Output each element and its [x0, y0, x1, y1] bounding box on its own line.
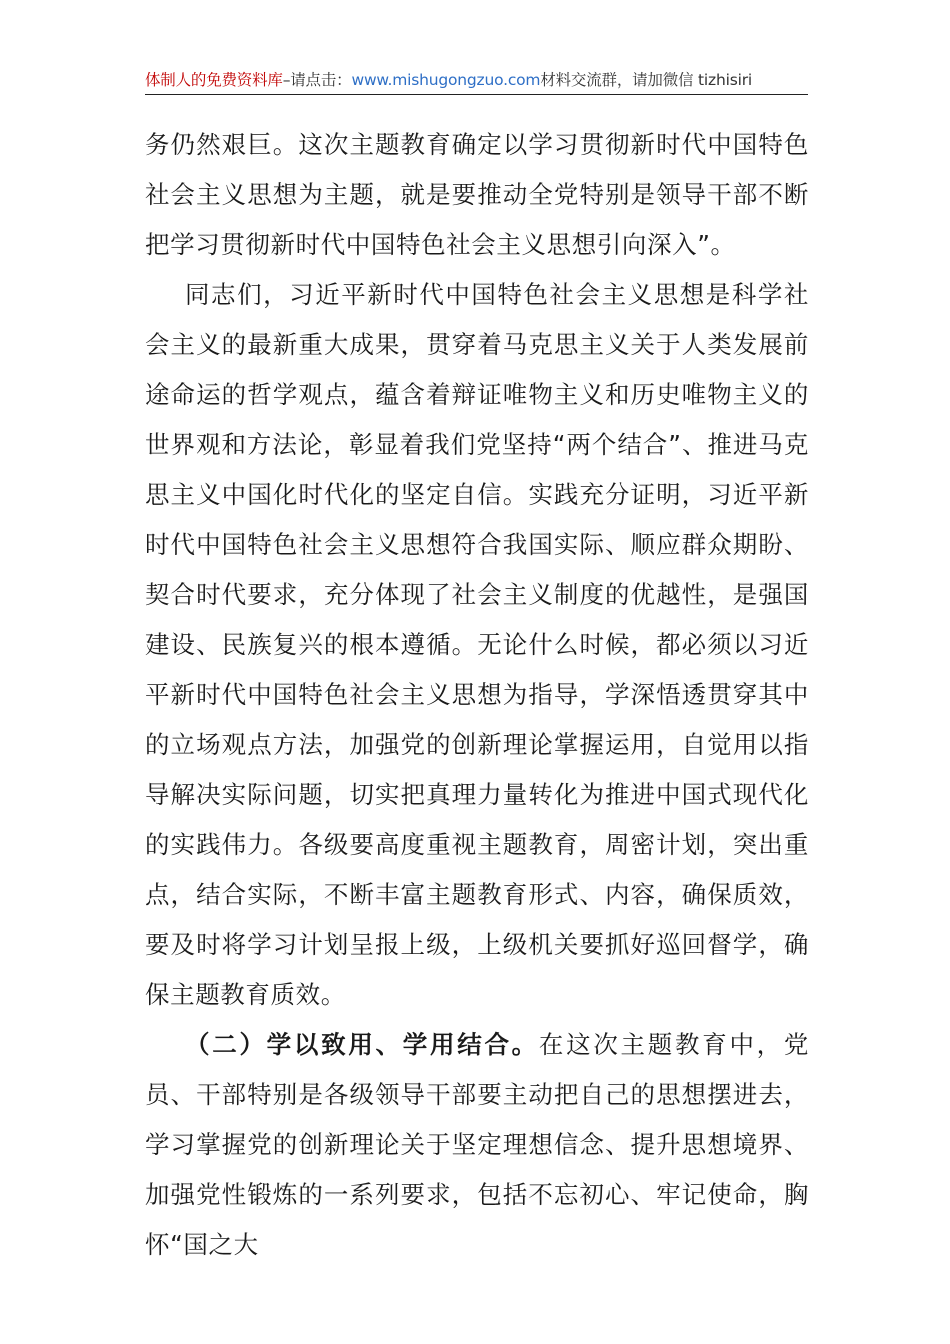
header-site-name: 体制人的免费资料库: [145, 71, 283, 89]
header-note: 材料交流群，请加微信 tizhisiri: [540, 71, 752, 89]
page-header: [145, 68, 808, 95]
paragraph-thought-significance: 同志们，习近平新时代中国特色社会主义思想是科学社会主义的最新重大成果，贯穿着马克思主义关于人类发展前途命运的哲学观点，蕴含着辩证唯物主义和历史唯物主义的世界观和方法论，彰显着我们党坚持“两个结合”、推进马克思主义中国化时代化的坚定自信。实践充分证明，习近平新时代中国特色社会主义思想符合我国实际、顺应群众期盼、契合时代要求，充分体现了社会主义制度的优越性，是强国建设、民族复兴的根本遵循。无论什么时候，都必须以习近平新时代中国特色社会主义思想为指导，学深悟透贯穿其中的立场观点方法，加强党的创新理论掌握运用，自觉用以指导解决实际问题，切实把真理力量转化为推进中国式现代化的实践伟力。各级要高度重视主题教育，周密计划，突出重点，结合实际，不断丰富主题教育形式、内容，确保质效，要及时将学习计划呈报上级，上级机关要抓好巡回督学，确保主题教育质效。: [145, 280, 809, 1009]
paragraph-learn-and-apply: [145, 1020, 809, 1270]
header-separator: –请点击：: [282, 71, 352, 89]
header-url-link[interactable]: www.mishugongzuo.com: [351, 71, 541, 89]
section-heading-2: （二）学以致用、学用结合。: [185, 1030, 539, 1059]
paragraph-learn-and-apply-text: 在这次主题教育中，党员、干部特别是各级领导干部要主动把自己的思想摆进去，学习掌握党的创新理论关于坚定理想信念、提升思想境界、加强党性锻炼的一系列要求，包括不忘初心、牢记使命，胸怀“国之大: [145, 1030, 809, 1259]
paragraph-continuation: 务仍然艰巨。这次主题教育确定以学习贯彻新时代中国特色社会主义思想为主题，就是要推动全党特别是领导干部不断把学习贯彻新时代中国特色社会主义思想引向深入”。: [145, 130, 809, 259]
document-body: [145, 120, 809, 1270]
